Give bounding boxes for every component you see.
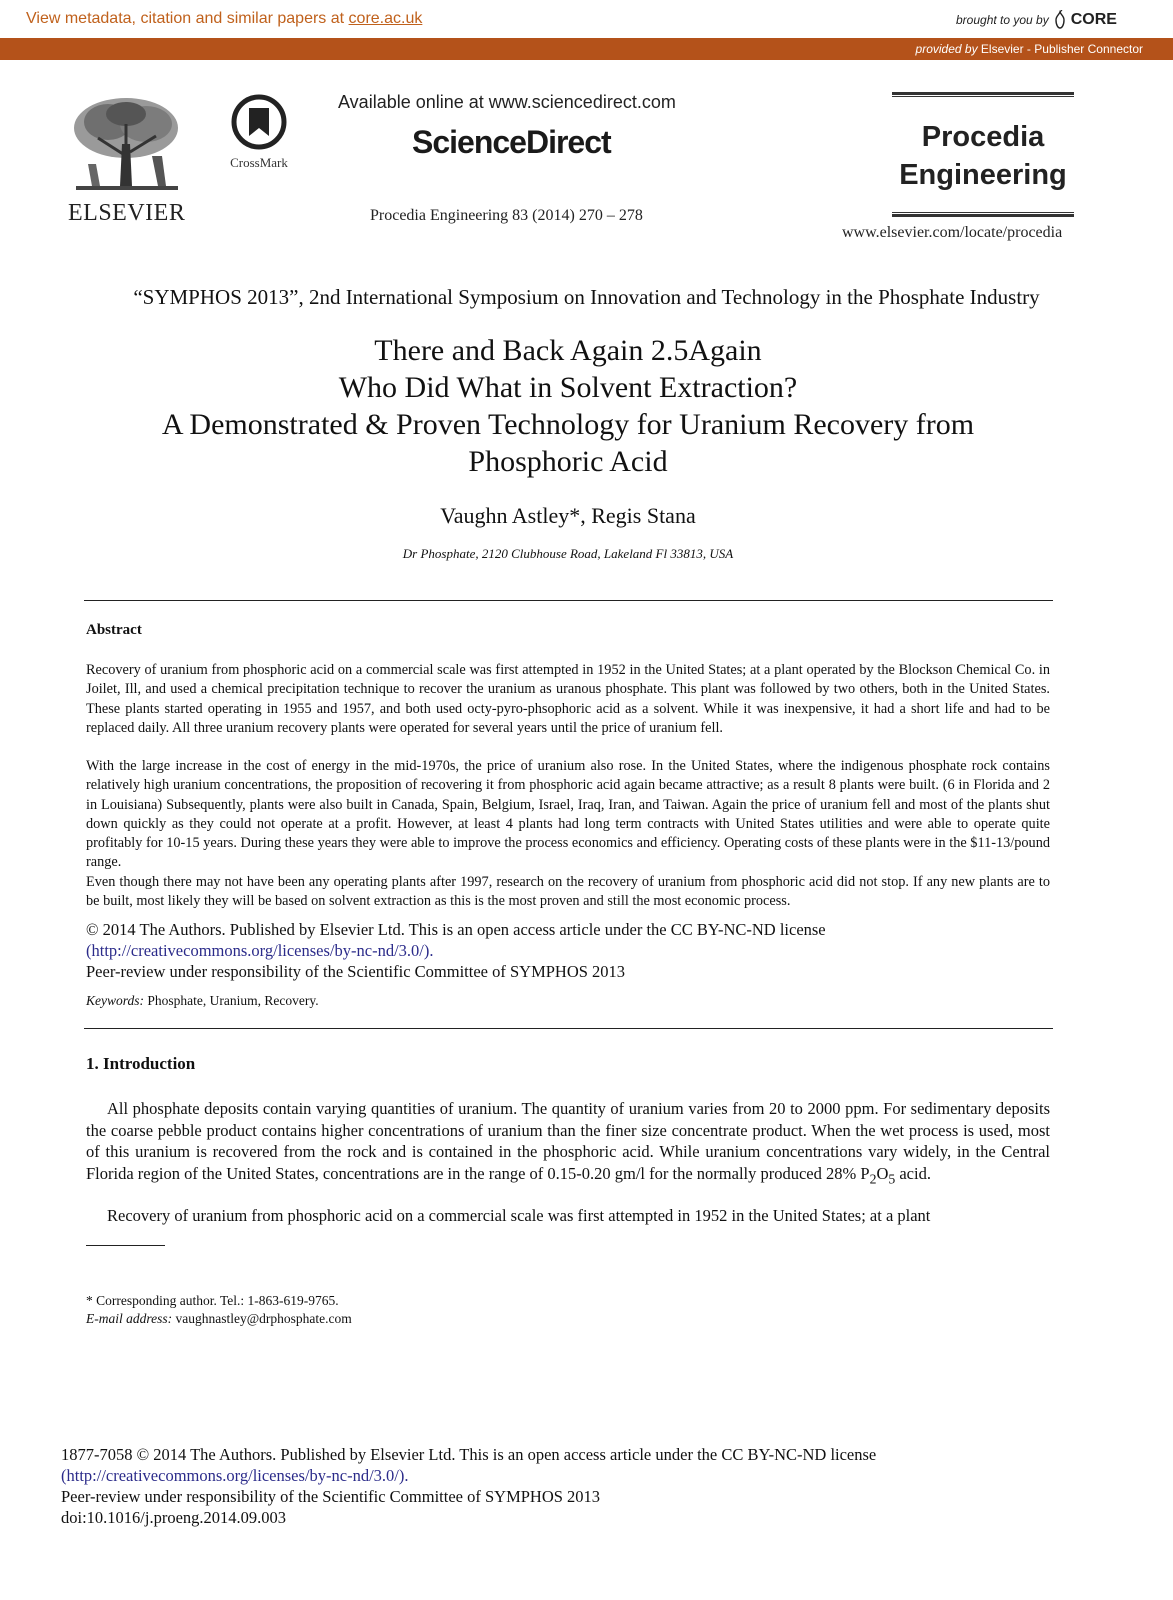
body-paragraph [86,1098,1050,1189]
journal-citation: Procedia Engineering 83 (2014) 270 – 278 [370,207,643,224]
provided-by [916,42,1143,56]
corresponding-author-note: * Corresponding author. Tel.: 1-863-619-9765. [86,1293,339,1308]
core-link-url[interactable]: core.ac.uk [348,10,423,27]
footer-license-link[interactable]: (http://creativecommons.org/licenses/by-nc-nd/3.0/). [61,1466,409,1485]
journal-name-line1: Procedia [921,121,1045,153]
abstract-paragraph: With the large increase in the cost of energy in the mid-1970s, the price of uranium also rose. In the United States, where the indigenous phosphate rock contains relatively high uranium concentrations, the proposition of recovering it from phosphoric acid again became attractive; as a result 8 plants were built. (6 in Florida and 2 in Louisiana) Subsequently, plants were also built in Canada, Spain, Belgium, Israel, Iraq, Iran, and Taiwan. Again the price of uranium fell and most of the plants shut down quickly as they could not operate at a profit. However, at least 4 plants had long term contracts with United States utilities and were able to operate quite profitably for 10-15 years. During these years they were able to improve the process economics and efficiency. Operating costs of these plants were in the $11-13/pound range. [86,758,1050,871]
paragraph-text: acid. [895,1163,931,1183]
core-link-prefix: View metadata, citation and similar papers at [26,10,349,27]
available-online-text: Available online at www.sciencedirect.com [338,92,676,112]
conference-name: “SYMPHOS 2013”, 2nd International Symposium on Innovation and Technology in the Phosphate Industry [133,285,1040,309]
authors: Vaughn Astley*, Regis Stana [440,503,696,528]
crossmark-badge[interactable] [226,94,292,171]
paragraph-text: All phosphate deposits contain varying quantities of uranium. The quantity of uranium varies from 20 to 2000 ppm. For sedimentary deposits the coarse pebble product contains higher concentrations of uranium than the finer size concentrate product. When the wet process is used, most of this uranium is recovered from the rock and is contained in the phosphoric acid. While uranium concentrations vary widely, in the Central Florida region of the United States, concentrations are in the range of 0.15-0.20 gm/l for the normally produced 28% P [86,1099,1050,1183]
title-line: There and Back Again 2.5Again [374,334,762,367]
footer-doi[interactable]: doi:10.1016/j.proeng.2014.09.003 [61,1508,287,1527]
license-link[interactable]: (http://creativecommons.org/licenses/by-nc-nd/3.0/). [86,941,434,960]
subscript: 5 [888,1170,896,1186]
crossmark-label: CrossMark [230,155,288,170]
core-metadata-link[interactable] [26,10,422,28]
affiliation: Dr Phosphate, 2120 Clubhouse Road, Lakeland Fl 33813, USA [402,546,734,561]
sciencedirect-logo: ScienceDirect [412,124,611,160]
brought-by-text: brought to you by [956,13,1049,27]
email-label: E-mail address: [86,1311,173,1326]
provided-by-label: provided by [915,42,978,56]
title-line: A Demonstrated & Proven Technology for Uranium Recovery from [161,408,975,441]
footer-peer-review: Peer-review under responsibility of the Scientific Committee of SYMPHOS 2013 [61,1487,601,1506]
keywords-list: Phosphate, Uranium, Recovery. [144,993,319,1008]
abstract-rule-top [84,600,1053,601]
abstract-rule-bottom [84,1028,1053,1029]
core-apple-icon [1053,10,1067,30]
body-paragraph: Recovery of uranium from phosphoric acid on a commercial scale was first attempted in 1952 in the United States; at a plant [107,1206,931,1225]
article-title [0,332,1136,480]
page-footer [61,1444,1061,1528]
footer-copyright: 1877-7058 © 2014 The Authors. Published by Elsevier Ltd. This is an open access article under the CC BY-NC-ND license [61,1445,877,1464]
oxygen-symbol: O [876,1163,889,1183]
footnote-rule [86,1245,165,1246]
email-address[interactable]: vaughnastley@drphosphate.com [172,1311,352,1326]
brought-to-you-by [956,10,1117,30]
abstract-heading: Abstract [86,622,142,638]
publisher-wordmark: ELSEVIER [68,200,186,226]
crossmark-icon [231,94,287,150]
copyright-line: © 2014 The Authors. Published by Elsevier Ltd. This is an open access article under the CC BY-NC-ND license [86,920,826,939]
abstract-paragraph: Even though there may not have been any operating plants after 1997, research on the recovery of uranium from phosphoric acid did not stop. If any new plants are to be built, most likely they will be based on solvent extraction as this is the most proven and still the most economic process. [86,874,1050,910]
journal-url[interactable]: www.elsevier.com/locate/procedia [842,224,1063,241]
section-heading: 1. Introduction [86,1054,196,1073]
elsevier-tree-logo [68,94,186,194]
journal-rule-top [892,92,1074,97]
keywords [86,993,319,1009]
subscript: 2 [869,1170,877,1186]
journal-name [892,118,1074,194]
copyright-block [86,919,1050,982]
journal-name-line2: Engineering [899,159,1067,191]
core-logo-text: CORE [1070,11,1117,28]
title-line: Who Did What in Solvent Extraction? [338,371,798,404]
keywords-label: Keywords: [86,993,144,1008]
provider-name[interactable]: Elsevier - Publisher Connector [980,42,1143,56]
title-line: Phosphoric Acid [468,445,668,478]
abstract-paragraph: Recovery of uranium from phosphoric acid on a commercial scale was first attempted in 1952 in the United States; at a plant operated by the Blockson Chemical Co. in Joilet, Ill, and used a chemical precipitation technique to recover the uranium as uranous phosphate. This plant was followed by two others, both in the United States. These plants started operating in 1955 and 1957, and both used octy-pyro-phsophoric acid as a solvent. While it was inexpensive, it had a short life and had to be replaced daily. All three uranium recovery plants were operated for several years until the price of uranium fell. [86,662,1050,736]
email-note [86,1311,352,1327]
peer-review-note: Peer-review under responsibility of the Scientific Committee of SYMPHOS 2013 [86,962,626,981]
journal-rule-bottom [892,212,1074,217]
